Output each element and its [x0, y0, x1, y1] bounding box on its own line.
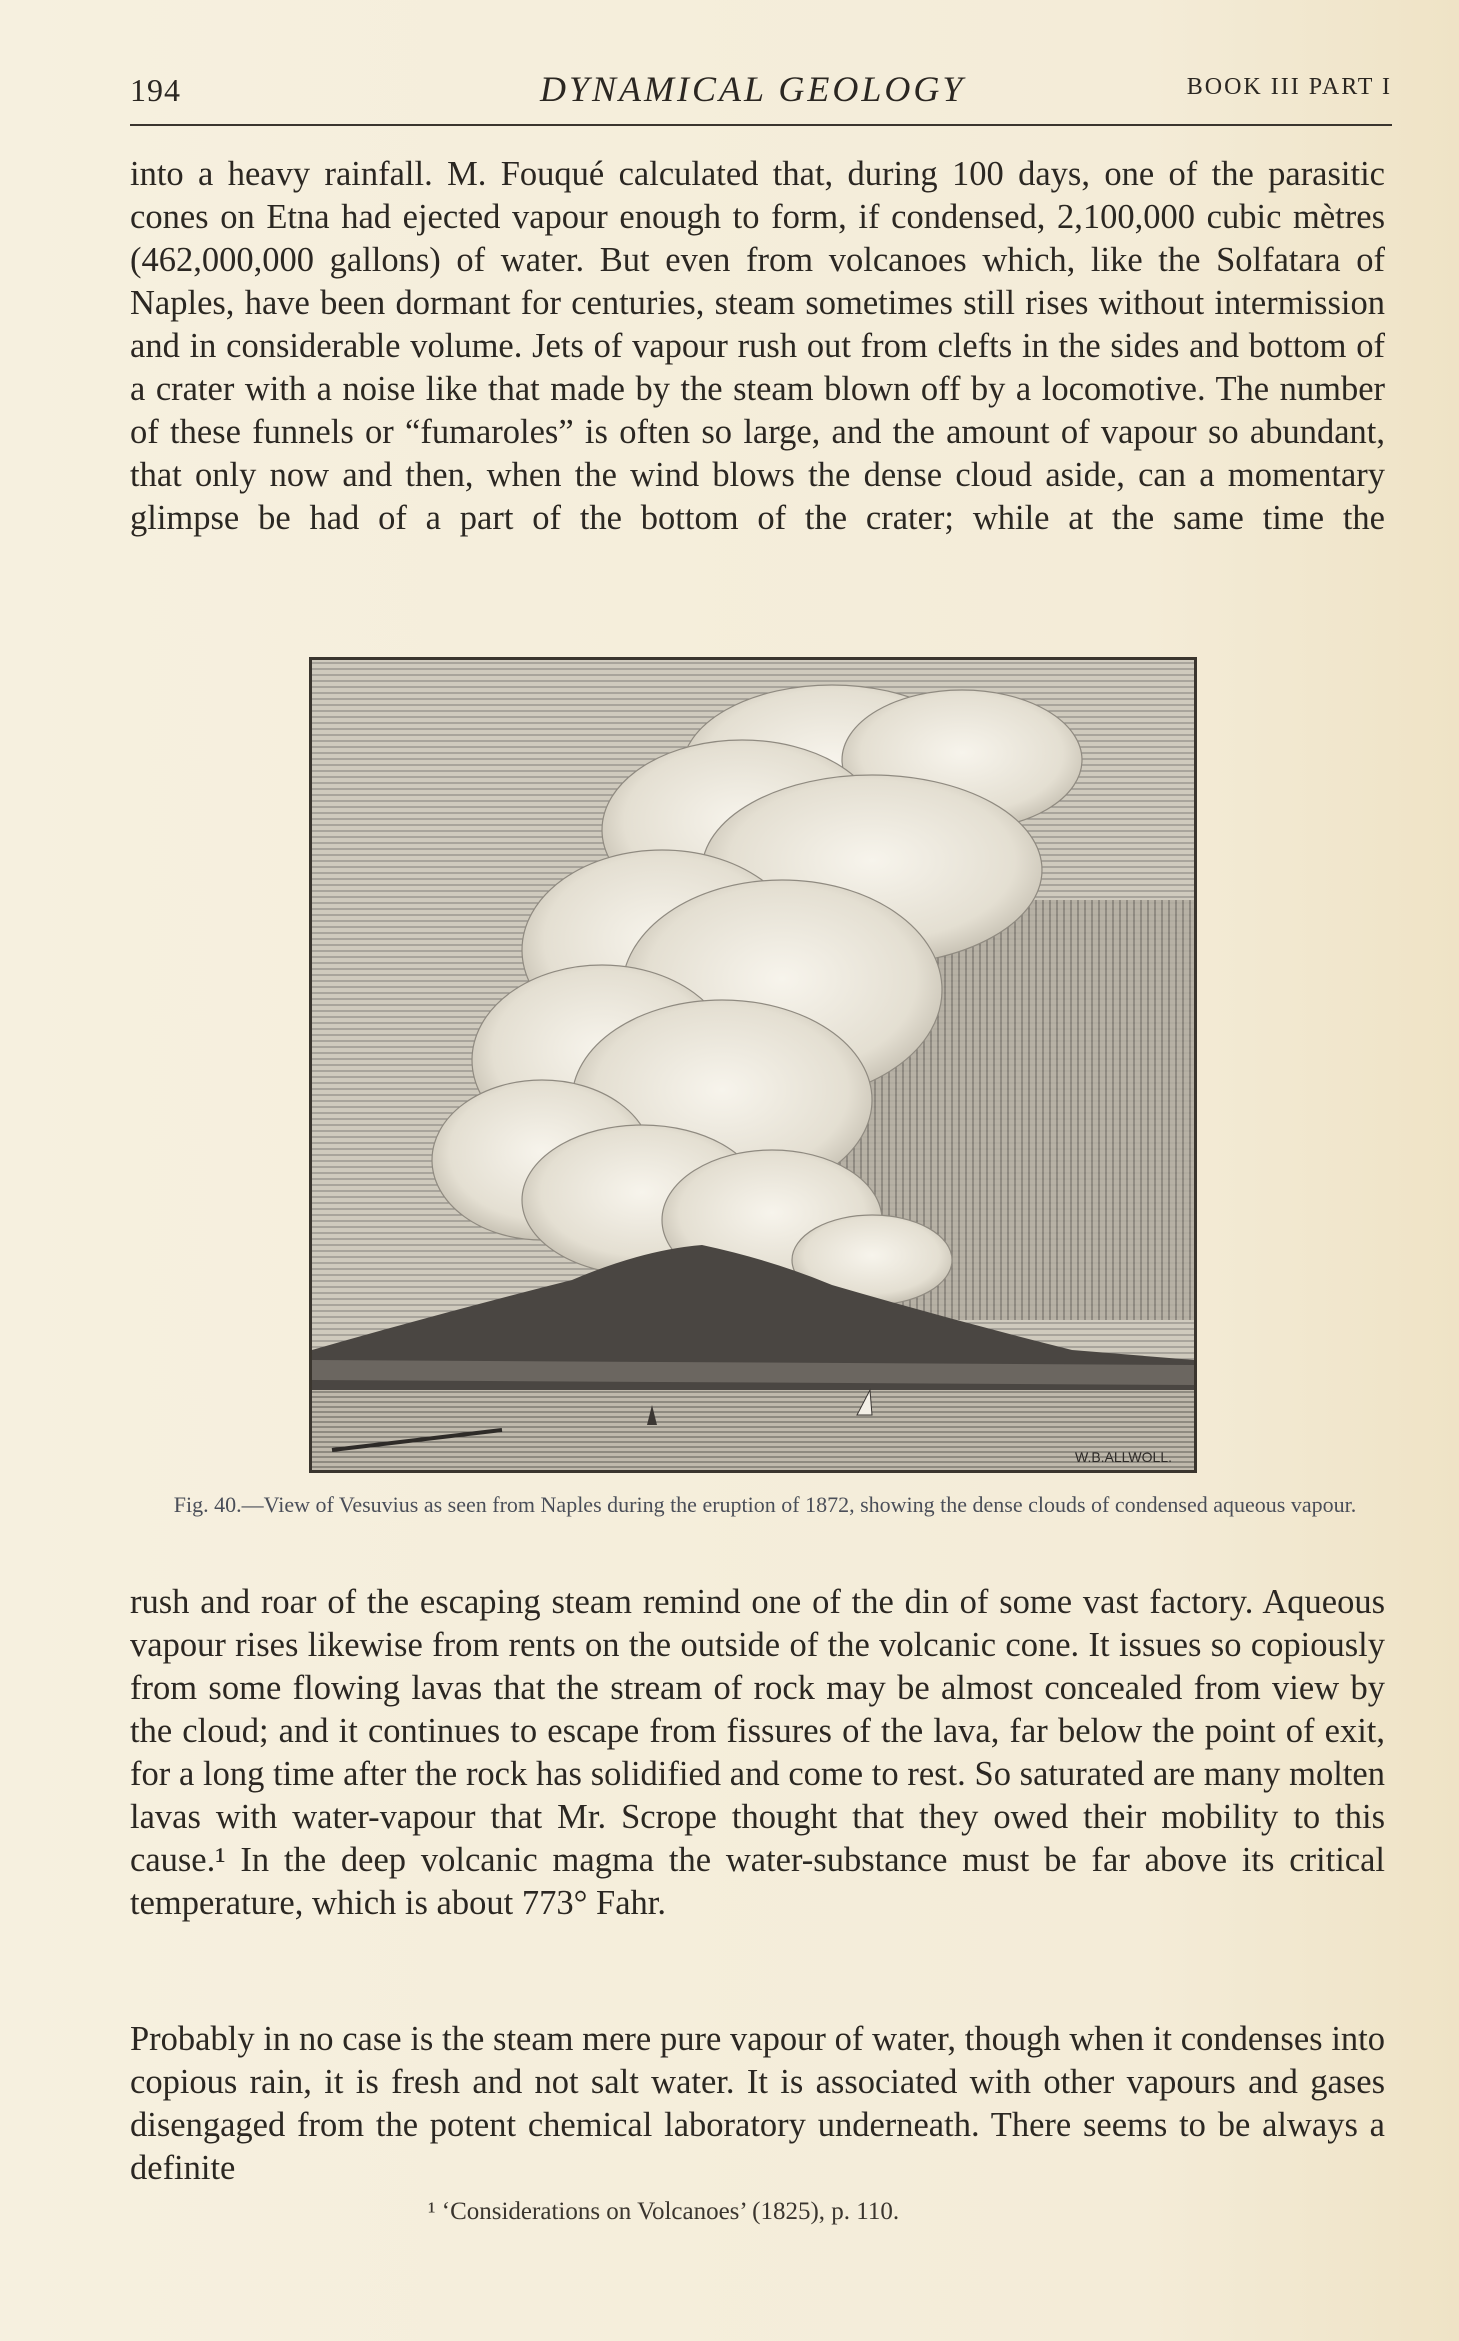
page-number: 194: [130, 72, 181, 108]
paragraph-2: rush and roar of the escaping steam remind one of the din of some vast factory. Aqueous vapour rises likewise from rents on the outside of the volcanic cone. It issues so copiously from some flowing lavas that the stream of rock may be almost concealed from view by the cloud; and it continues to escape from fissures of the lava, far below the point of exit, for a long time after the rock has solidified and come to rest. So saturated are many molten lavas with water-vapour that Mr. Scrope thought that they owed their mobility to this cause.¹ In the deep volcanic magma the water-substance must be far above its critical temperature, which is about 773° Fahr.: [130, 1583, 1385, 1922]
book-part: BOOK III PART I: [1186, 74, 1392, 100]
header-rule: [130, 124, 1392, 126]
running-title: DYNAMICAL GEOLOGY: [540, 69, 966, 109]
running-header: [130, 66, 1392, 116]
paragraph-1: into a heavy rainfall. M. Fouqué calculated that, during 100 days, one of the parasitic cones on Etna had ejected vapour enough to form, if condensed, 2,100,000 cubic mètres (462,000,000 gallons) of water. But even from volcanoes which, like the Solfatara of Naples, have been dormant for centuries, steam sometimes still rises without intermission and in considerable volume. Jets of vapour rush out from clefts in the sides and bottom of a crater with a noise like that made by the steam blown off by a locomotive. The number of these funnels or “fumaroles” is often so large, and the amount of vapour so abundant, that only now and then, when the wind blows the dense cloud aside, can a momentary glimpse be had of a part of the bottom of the crater; while at the same time the: [130, 155, 1385, 537]
paragraph-3: Probably in no case is the steam mere pure vapour of water, though when it condenses into copious rain, it is fresh and not salt water. It is associated with other vapours and gases disengaged from the potent chemical laboratory underneath. There seems to be always a definite: [130, 2020, 1385, 2187]
vesuvius-engraving: [309, 657, 1197, 1473]
figure-caption: Fig. 40.—View of Vesuvius as seen from Naples during the eruption of 1872, showing the dense clouds of condensed aqueous vapour.: [173, 1492, 1357, 1517]
engraver-signature: W.B.ALLWOLL.: [1075, 1449, 1172, 1465]
footnote: ¹ ‘Considerations on Volcanoes’ (1825), p. 110.: [428, 2198, 900, 2225]
